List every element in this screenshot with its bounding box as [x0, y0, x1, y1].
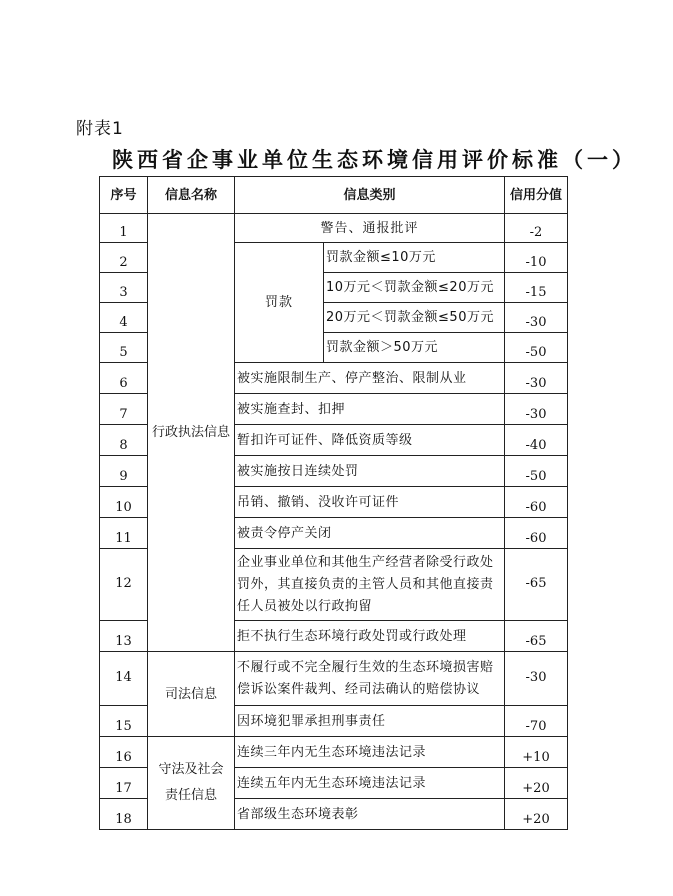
row-score: +20 [505, 768, 568, 799]
row-score: -65 [505, 549, 568, 621]
row-text: 连续五年内无生态环境违法记录 [235, 768, 505, 799]
header-name: 信息名称 [148, 177, 235, 214]
row-text: 20万元＜罚款金额≤50万元 [324, 303, 505, 333]
header-row [100, 177, 568, 214]
group-social-cell [148, 737, 235, 830]
row-score: -30 [505, 363, 568, 394]
header-no: 序号 [100, 177, 148, 214]
group-admin: 行政执法信息 [151, 425, 230, 440]
row-no: 13 [100, 621, 148, 652]
row-score: +20 [505, 799, 568, 830]
row-score: -60 [505, 518, 568, 549]
row-text: 被实施查封、扣押 [235, 394, 505, 425]
row-text: 吊销、撤销、没收许可证件 [235, 487, 505, 518]
row-score: -60 [505, 487, 568, 518]
row-no: 1 [100, 214, 148, 243]
appendix-caption: 附表1 [76, 119, 124, 139]
row-score: -15 [505, 273, 568, 303]
row-text: 连续三年内无生态环境违法记录 [235, 737, 505, 768]
row-score: -65 [505, 621, 568, 652]
header-category: 信息类别 [235, 177, 505, 214]
row-no: 3 [100, 273, 148, 303]
row-text: 被实施按日连续处罚 [235, 456, 505, 487]
table-row [100, 652, 568, 706]
row-score: -2 [505, 214, 568, 243]
row-no: 5 [100, 333, 148, 363]
row-score: -10 [505, 243, 568, 273]
row-text: 被实施限制生产、停产整治、限制从业 [235, 363, 505, 394]
group-social-line2: 责任信息 [164, 788, 217, 803]
row-text: 暂扣许可证件、降低资质等级 [235, 425, 505, 456]
group-judicial-cell [148, 652, 235, 737]
row-text: 拒不执行生态环境行政处罚或行政处理 [235, 621, 505, 652]
row-no: 14 [100, 652, 148, 706]
row-no: 15 [100, 706, 148, 737]
group-admin-cell [148, 214, 235, 652]
credit-standard-table [99, 176, 568, 830]
header-score: 信用分值 [505, 177, 568, 214]
row-text: 罚款金额＞50万元 [324, 333, 505, 363]
row-no: 10 [100, 487, 148, 518]
row-score: -50 [505, 333, 568, 363]
group-social-line1: 守法及社会 [158, 762, 224, 777]
row-score: -50 [505, 456, 568, 487]
row-no: 4 [100, 303, 148, 333]
row-no: 18 [100, 799, 148, 830]
row-text: 罚款金额≤10万元 [324, 243, 505, 273]
row-score: -30 [505, 652, 568, 706]
document-title: 陕西省企事业单位生态环境信用评价标准（一） [112, 147, 637, 172]
row-score: +10 [505, 737, 568, 768]
row-text: 警告、通报批评 [235, 214, 505, 243]
row-score: -40 [505, 425, 568, 456]
group-judicial: 司法信息 [164, 686, 217, 702]
row-no: 12 [100, 549, 148, 621]
table-row [100, 214, 568, 243]
row-text: 被责令停产关闭 [235, 518, 505, 549]
row-text: 不履行或不完全履行生效的生态环境损害赔偿诉讼案件裁判、经司法确认的赔偿协议 [235, 652, 505, 706]
row-text: 10万元＜罚款金额≤20万元 [324, 273, 505, 303]
row-no: 6 [100, 363, 148, 394]
row-score: -70 [505, 706, 568, 737]
row-no: 9 [100, 456, 148, 487]
row-no: 17 [100, 768, 148, 799]
row-text: 企业事业单位和其他生产经营者除受行政处罚外，其直接负责的主管人员和其他直接责任人员被处以行政拘留 [235, 549, 505, 621]
row-no: 8 [100, 425, 148, 456]
row-text: 省部级生态环境表彰 [235, 799, 505, 830]
group-penalty: 罚款 [235, 243, 324, 363]
row-score: -30 [505, 303, 568, 333]
table-row [100, 737, 568, 768]
row-text: 因环境犯罪承担刑事责任 [235, 706, 505, 737]
row-no: 2 [100, 243, 148, 273]
row-no: 7 [100, 394, 148, 425]
row-no: 16 [100, 737, 148, 768]
row-score: -30 [505, 394, 568, 425]
row-no: 11 [100, 518, 148, 549]
